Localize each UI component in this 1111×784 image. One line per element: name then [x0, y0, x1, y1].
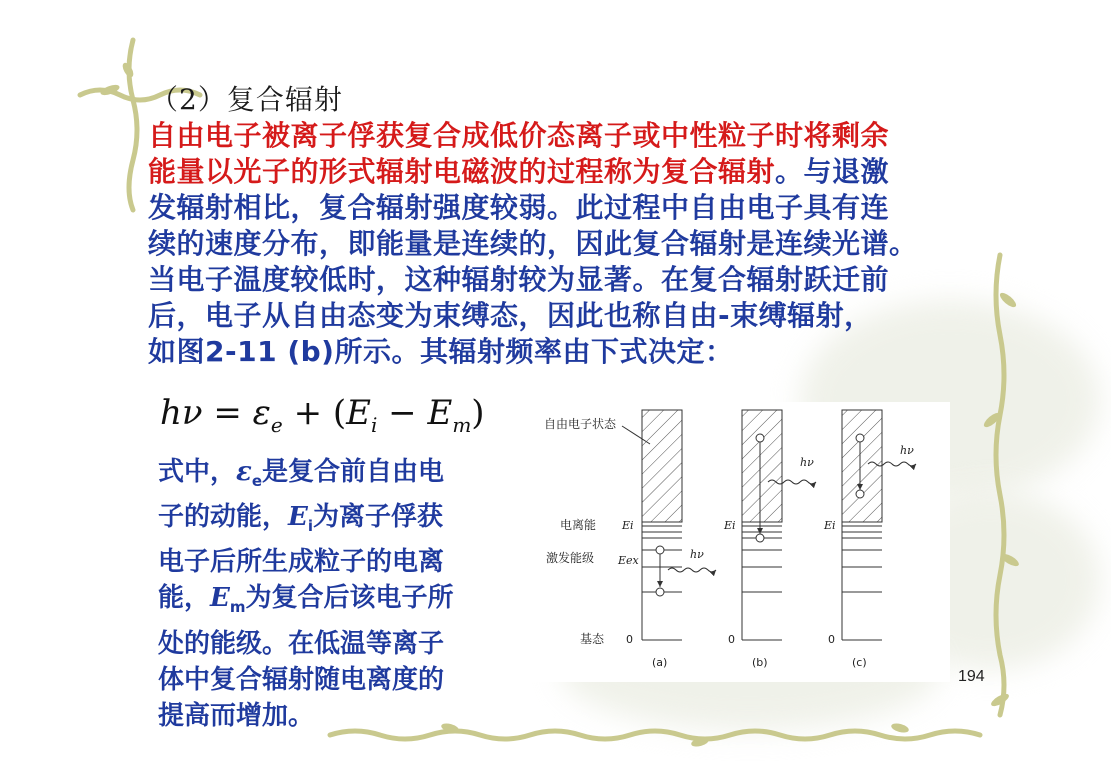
- panel-b-label: (b): [752, 656, 768, 669]
- svg-text:Ei: Ei: [724, 519, 736, 532]
- paragraph-line: 自由电子被离子俘获复合成低价态离子或中性粒子时将剩余: [148, 119, 890, 152]
- svg-text:Ei: Ei: [622, 519, 634, 532]
- panel-c-label: (c): [852, 656, 867, 669]
- main-paragraph: [148, 118, 988, 370]
- svg-text:Eex: Eex: [618, 554, 639, 567]
- svg-text:0: 0: [728, 633, 735, 646]
- paragraph-line: 后，电子从自由态变为束缚态，因此也称自由-束缚辐射，: [148, 299, 873, 332]
- paragraph-line: 续的速度分布，即能量是连续的，因此复合辐射是连续光谱。: [148, 227, 918, 260]
- description-line: 体中复合辐射随电离度的: [158, 664, 445, 695]
- label-ground-state: 基态: [580, 632, 605, 646]
- description-line: 式中，$\varepsilon_e$是复合前自由电: [158, 457, 445, 491]
- svg-text:hν: hν: [900, 444, 914, 457]
- energy-level-diagram: [530, 402, 950, 682]
- page-number: 194: [958, 668, 985, 685]
- svg-text:0: 0: [626, 633, 633, 646]
- label-free-electron-state: 自由电子状态: [544, 417, 617, 431]
- paragraph-line: 如图2-11 (b)所示。其辐射频率由下式决定：: [148, 335, 734, 368]
- svg-text:hν: hν: [800, 456, 814, 469]
- svg-text:0: 0: [828, 633, 835, 646]
- panel-a-label: (a): [652, 656, 668, 669]
- label-ionization-energy: 电离能: [560, 518, 597, 532]
- description-line: 子的动能，$E_i$为离子俘获: [158, 502, 444, 536]
- recombination-formula: $h\nu = \varepsilon_e + (E_i - E_m)$: [160, 393, 485, 437]
- paragraph-line: 当电子温度较低时，这种辐射较为显著。在复合辐射跃迁前: [148, 263, 890, 296]
- svg-text:hν: hν: [690, 548, 704, 561]
- description-line: 处的能级。在低温等离子: [158, 628, 445, 659]
- svg-text:Ei: Ei: [824, 519, 836, 532]
- description-line: 电子后所生成粒子的电离: [158, 547, 445, 578]
- section-heading: （2）复合辐射: [150, 83, 343, 116]
- formula-description: [158, 454, 518, 734]
- label-excited-level: 激发能级: [546, 551, 595, 565]
- description-line: 提高而增加。: [158, 700, 315, 731]
- paragraph-line: 能量以光子的形式辐射电磁波的过程称为复合辐射。与退激: [148, 155, 890, 188]
- description-line: 能，$E_m$为复合后该电子所: [158, 583, 454, 617]
- paragraph-line: 发辐射相比，复合辐射强度较弱。此过程中自由电子具有连: [148, 191, 890, 224]
